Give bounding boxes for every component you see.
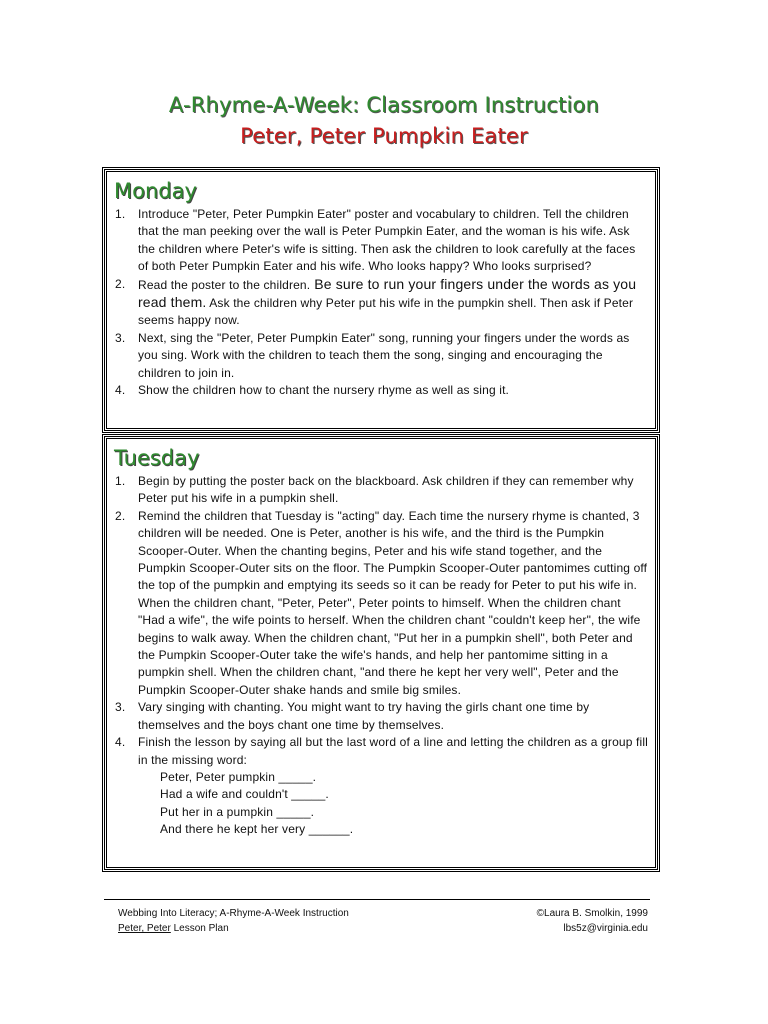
item-text: Next, sing the "Peter, Peter Pumpkin Eater" song, running your fingers under the words as you sing. Work with the children to teach them the song, singing and encouraging the children to join in. [138,330,630,380]
list-item [107,276,655,330]
item-number: 4. [115,735,126,750]
list-item [107,206,655,276]
item-text: Ask the children why Peter put his wife in the pumpkin shell. Then ask if Peter seems happy now. [138,296,634,328]
rhyme-fill-line: Put her in a pumpkin _____. [160,804,315,819]
list-item [107,382,655,399]
rhyme-fill-line: Had a wife and couldn't _____. [160,787,329,802]
footer-left [118,906,349,936]
footer-right [537,906,648,936]
item-text: Vary singing with chanting. You might want to try having the girls chant one time by themselves and the boys chant one time by themselves. [138,700,590,732]
tuesday-section [104,436,658,870]
list-item [107,699,655,734]
monday-heading: Monday [114,179,197,203]
footer-lesson-plan [118,921,349,936]
footer-email: lbs5z@virginia.edu [563,923,648,934]
item-text: Finish the lesson by saying all but the last word of a line and letting the children as a group fill in the missing word: [138,735,648,767]
item-text: Begin by putting the poster back on the blackboard. Ask children if they can remember why Peter put his wife in a pumpkin shell. [138,474,634,506]
monday-list [107,206,655,399]
tuesday-list [107,473,655,839]
item-number: 1. [115,474,126,488]
item-number: 2. [115,508,126,523]
footer-rhyme-name: Peter, Peter [118,923,171,934]
rhyme-fill-line: And there he kept her very ______. [160,822,354,837]
rhyme-fill-line: Peter, Peter pumpkin _____. [160,769,317,784]
monday-section [104,169,658,431]
item-text: Read the poster to the children. [138,277,311,292]
list-item [107,734,655,838]
list-item [107,330,655,382]
item-number: 4. [115,383,126,398]
item-text: Remind the children that Tuesday is "acting" day. Each time the nursery rhyme is chanted, 3 children will be needed. One is Peter, another is his wife, and the third is the Pumpkin Scooper-Outer. When the chanting begins, Peter and his wife stand together, and the Pumpkin Scooper-Outer sits on the floor. The Pumpkin Scooper-Outer pantomimes cutting off the top of the pumpkin and emptying its seeds so it can be ready for Peter to put his wife in. When the children chant, "Peter, Peter", Peter points to himself. When the children chant "Had a wife", the wife points to herself. When the children chant "couldn't keep her", the wife begins to walk away. When the children chant, "Put her in a pumpkin shell", both Peter and the Pumpkin Scooper-Outer take the wife's hands, and help her pantomime sitting in a pumpkin shell. When the children chant, "and there he kept her very well", Peter and the Pumpkin Scooper-Outer shake hands and smile big smiles. [138,508,648,697]
list-item [107,473,655,508]
footer-lesson-label: Lesson Plan [170,923,229,934]
item-number: 3. [115,330,126,345]
item-text: Introduce "Peter, Peter Pumpkin Eater" poster and vocabulary to children. Tell the children that the man peeking over the wall is Peter Pumpkin Eater, and the woman is his wife. Ask the children where Peter's wife is sitting. Then ask the children to look carefully at the faces of both Peter Pumpkin Eater and his wife. Who looks happy? Who looks surprised? [138,207,636,274]
item-emphasis-text: Be sure to run your fingers under the words as you read them. [138,275,637,311]
footer-series-title: Webbing Into Literacy; A-Rhyme-A-Week Instruction [118,908,349,919]
item-number: 1. [115,207,126,221]
footer-divider [104,899,650,900]
list-item [107,508,655,699]
rhyme-title: Peter, Peter Pumpkin Eater [240,124,528,148]
document-title: A-Rhyme-A-Week: Classroom Instruction [168,93,600,117]
item-text: Show the children how to chant the nursery rhyme as well as sing it. [138,383,510,398]
item-number: 3. [115,700,126,715]
tuesday-heading: Tuesday [114,446,200,470]
item-number: 2. [115,276,126,291]
footer-copyright: ©Laura B. Smolkin, 1999 [536,908,648,919]
